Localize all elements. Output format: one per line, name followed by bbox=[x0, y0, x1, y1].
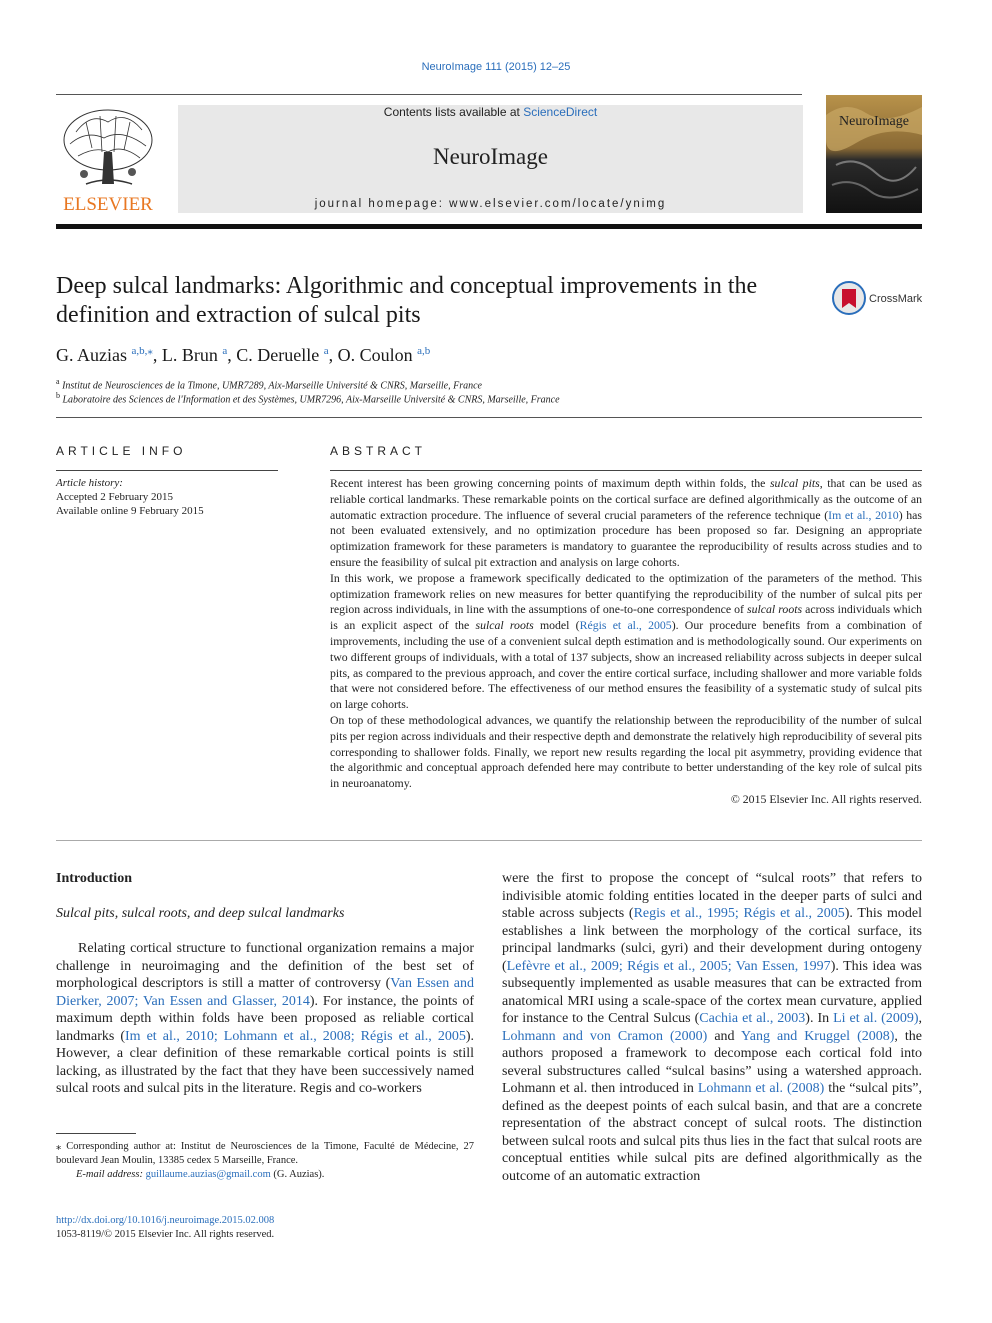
body-column-right bbox=[502, 870, 922, 1185]
body-text: ). In bbox=[805, 1011, 834, 1026]
header-thick-divider bbox=[56, 224, 922, 229]
abstract-text: Recent interest has been growing concerning points of maximum depth within folds, the bbox=[330, 476, 770, 490]
abstract-text: model ( bbox=[533, 618, 580, 633]
footnote-text: Corresponding author at: Institut de Neurosciences de la Timone, Faculté de Médecine, 27 boulevard Jean Moulin, 13385 cedex 5 Marseille, France. bbox=[56, 1141, 474, 1166]
author-list bbox=[56, 344, 430, 366]
footnote-star: ⁎ bbox=[56, 1141, 62, 1152]
abstract-italic: sulcal roots bbox=[475, 618, 534, 633]
body-paragraph bbox=[56, 940, 474, 1098]
body-text: the “sulcal pits”, defined as the deepest points of each sulcal basin, and that are a concrete representation of the abstract concept of sulcal roots. The distinction between sulcal roots and sulcal pits thus lies in the fact that sulcal roots are conceptual entities while sulcal pits are defined algorithmically as the outcome of an automatic extraction bbox=[502, 1081, 922, 1184]
body-text: ). This model establishes a link between the morphology of the cortical surface, its principal landmarks (sulci, gyri) and their development during ontogeny ( bbox=[502, 906, 922, 974]
journal-name: NeuroImage bbox=[433, 144, 548, 169]
author-separator: , bbox=[227, 345, 237, 365]
cover-title: NeuroImage bbox=[839, 114, 909, 129]
affiliation-key: a bbox=[56, 377, 60, 386]
corresponding-author-footnote bbox=[56, 1140, 474, 1182]
body-text: , bbox=[918, 1011, 923, 1026]
author-name[interactable]: C. Deruelle bbox=[236, 345, 324, 365]
journal-cover-thumbnail[interactable] bbox=[826, 95, 922, 213]
abstract-copyright: © 2015 Elsevier Inc. All rights reserved. bbox=[730, 791, 922, 806]
abstract-paragraph: On top of these methodological advances, we quantify the relationship between the reproducibility of the number of sulcal pits per region across individuals and their respective depth and demonstrate the relatively high reproducibility of several pits corresponding to shallower folds. Finally, we report new results regarding the local pit asymmetry, providing evidence that the algorithmic and conceptual approach defended here may contribute to better understanding of the key role of sulcal pits in neuroanatomy. bbox=[330, 712, 922, 791]
elsevier-logo[interactable] bbox=[56, 102, 160, 214]
author-affil-sup[interactable]: a bbox=[222, 345, 228, 357]
author-affil-sup[interactable]: a,b,⁎ bbox=[131, 345, 153, 357]
affiliation-b bbox=[56, 391, 560, 405]
article-title: Deep sulcal landmarks: Algorithmic and conceptual improvements in the definition and extraction of sulcal pits bbox=[56, 273, 758, 328]
history-label: Article history: bbox=[56, 477, 123, 489]
abstract-paragraph bbox=[330, 476, 922, 571]
body-text: ). For instance, the points of maximum depth within folds have been proposed as reliable cortical landmarks ( bbox=[56, 993, 474, 1044]
citation-link[interactable]: Im et al., 2010; Lohmann et al., 2008; Régis et al., 2005 bbox=[125, 1028, 466, 1044]
abstract-text: , that can be used as reliable cortical landmarks. These remarkable points on the cortical surface are defined algorithmically as the outcome of an automatic extraction procedure. The influence of several crucial parameters of the reference technique ( bbox=[330, 476, 922, 522]
body-text: and bbox=[707, 1028, 742, 1044]
accepted-date: Accepted 2 February 2015 bbox=[56, 491, 173, 503]
article-info-heading: ARTICLE INFO bbox=[56, 444, 187, 458]
author-name[interactable]: G. Auzias bbox=[56, 345, 132, 365]
article-info-rule bbox=[56, 470, 278, 471]
email-suffix: (G. Auzias). bbox=[270, 1169, 325, 1180]
citation-link[interactable]: Im et al., 2010 bbox=[828, 507, 899, 522]
body-text: ). However, a clear definition of these remarkable cortical points is still lacking, as illustrated by the fact that they have been successively named sulcal roots and sulcal pits in the literature. Regis and co-workers bbox=[56, 1028, 474, 1096]
abstract-bottom-divider bbox=[56, 840, 922, 841]
body-text: ). This idea was subsequently implemented as usable measures that can be extracted from anatomical MRI using a scale-space of the cortex mean curvature, applied for instance to the Central Sulcus ( bbox=[502, 958, 922, 1026]
citation-link[interactable]: Regis et al., 1995; Régis et al., 2005 bbox=[633, 906, 845, 921]
contents-line bbox=[178, 105, 803, 119]
crossmark-icon bbox=[832, 280, 928, 316]
corresponding-note bbox=[56, 1140, 474, 1168]
crossmark-label: CrossMark bbox=[869, 293, 923, 305]
affiliation-divider bbox=[56, 417, 922, 418]
author-separator: , bbox=[328, 345, 338, 365]
body-column-left bbox=[56, 870, 474, 1098]
abstract-text: across individuals which is an explicit aspect of the bbox=[330, 602, 923, 633]
author-affil-sup[interactable]: a,b bbox=[417, 345, 431, 357]
issn-copyright: 1053-8119/© 2015 Elsevier Inc. All rights reserved. bbox=[56, 1229, 275, 1240]
abstract-text: ) has not been evaluated extensively, and no optimization procedure has been proposed so far. Designing an appropriate optimization framework for these parameters is mandatory to guarantee the reproducibility of results across studies and to ensure the feasibility of sulcal pit extraction and analysis on large cohorts. bbox=[330, 507, 923, 569]
citation-link[interactable]: Van Essen and Dierker, 2007; Van Essen and Glasser, 2014 bbox=[56, 976, 474, 1009]
citation-link[interactable]: Lefèvre et al., 2009; Régis et al., 2005; Van Essen, 1997 bbox=[506, 958, 831, 974]
abstract-text: In this work, we propose a framework specifically dedicated to the optimization of the parameters of the method. This optimization framework relies on new measures for better quantifying the reproducibility of the number of sulcal pits per region across individuals, in line with the assumptions of one-to-one correspondence of bbox=[330, 570, 922, 617]
subsection-heading: Sulcal pits, sulcal roots, and deep sulcal landmarks bbox=[56, 905, 345, 921]
citation-link[interactable]: Lohmann et al. (2008) bbox=[697, 1081, 825, 1096]
citation-link[interactable]: Régis et al., 2005 bbox=[579, 618, 672, 633]
cover-image-icon bbox=[826, 95, 922, 213]
body-text: were the first to propose the concept of “sulcal roots” that refers to indivisible atomic folding entities located in the deeper parts of sulci and stable across subjects ( bbox=[502, 871, 922, 921]
author-name[interactable]: O. Coulon bbox=[337, 345, 418, 365]
journal-homepage[interactable]: journal homepage: www.elsevier.com/locate/ynimg bbox=[314, 198, 667, 210]
citation-link[interactable]: Li et al. (2009) bbox=[833, 1011, 919, 1026]
citation-link[interactable]: Cachia et al., 2003 bbox=[699, 1011, 806, 1026]
author-separator: , bbox=[152, 345, 162, 365]
author-affil-sup[interactable]: a bbox=[323, 345, 329, 357]
citation-link[interactable]: Lohmann and von Cramon (2000) bbox=[502, 1028, 708, 1044]
abstract-rule bbox=[330, 470, 922, 471]
sciencedirect-link[interactable]: ScienceDirect bbox=[523, 105, 598, 119]
abstract-italic: sulcal roots bbox=[747, 602, 803, 617]
footnote-rule bbox=[56, 1133, 136, 1134]
body-text: , the authors proposed a framework to decompose each cortical fold into several substructures called “sulcal basins” using a watershed approach. Lohmann et al. then introduced in bbox=[502, 1028, 923, 1096]
affiliation-key: b bbox=[56, 391, 60, 400]
journal-reference-link[interactable]: NeuroImage 111 (2015) 12–25 bbox=[421, 61, 571, 73]
elsevier-wordmark: ELSEVIER bbox=[63, 194, 153, 214]
affiliation-a bbox=[56, 377, 482, 391]
contents-prefix: Contents lists available at bbox=[383, 105, 524, 119]
abstract-body bbox=[330, 476, 922, 808]
email-label: E-mail address: bbox=[76, 1169, 146, 1180]
top-divider bbox=[56, 94, 802, 95]
email-link[interactable]: guillaume.auzias@gmail.com bbox=[145, 1169, 271, 1180]
introduction-heading: Introduction bbox=[56, 871, 132, 886]
abstract-italic: sulcal pits bbox=[769, 476, 820, 490]
crossmark-badge[interactable] bbox=[832, 280, 928, 316]
abstract-text: ). Our procedure benefits from a combination of improvements, including the use of a convenient sulcal depth estimation and is methodologically sound. Our experiments on two different groups of individuals, with a total of 137 subjects, show an increased reliability across subjects in deeper sulcal pits, as compared to the previous approach, and cover the entire cortical surface, including shallower and more variable folds that were not considered before. The effectiveness of our method ensures the feasibility of a systematic study of sulcal pits on large cohorts. bbox=[330, 618, 922, 712]
author-name[interactable]: L. Brun bbox=[161, 345, 223, 365]
abstract-heading: ABSTRACT bbox=[330, 444, 427, 458]
affiliation-text: Laboratoire des Sciences de l'Information et des Systèmes, UMR7296, Aix-Marseille Université & CNRS, Marseille, France bbox=[62, 394, 560, 406]
elsevier-tree-icon bbox=[56, 102, 160, 214]
body-text: Relating cortical structure to functional organization remains a major challenge in neuroimaging and the definition of the best set of morphological descriptors is still a matter of controversy ( bbox=[56, 941, 474, 991]
affiliation-text: Institut de Neurosciences de la Timone, UMR7289, Aix-Marseille Université & CNRS, Marseille, France bbox=[62, 380, 482, 392]
doi-link[interactable]: http://dx.doi.org/10.1016/j.neuroimage.2015.02.008 bbox=[56, 1215, 275, 1226]
citation-link[interactable]: Yang and Kruggel (2008) bbox=[741, 1028, 895, 1044]
body-paragraph bbox=[502, 870, 922, 1185]
online-date: Available online 9 February 2015 bbox=[56, 505, 204, 517]
abstract-paragraph bbox=[330, 571, 922, 713]
email-line bbox=[56, 1168, 474, 1182]
article-history bbox=[56, 476, 204, 518]
